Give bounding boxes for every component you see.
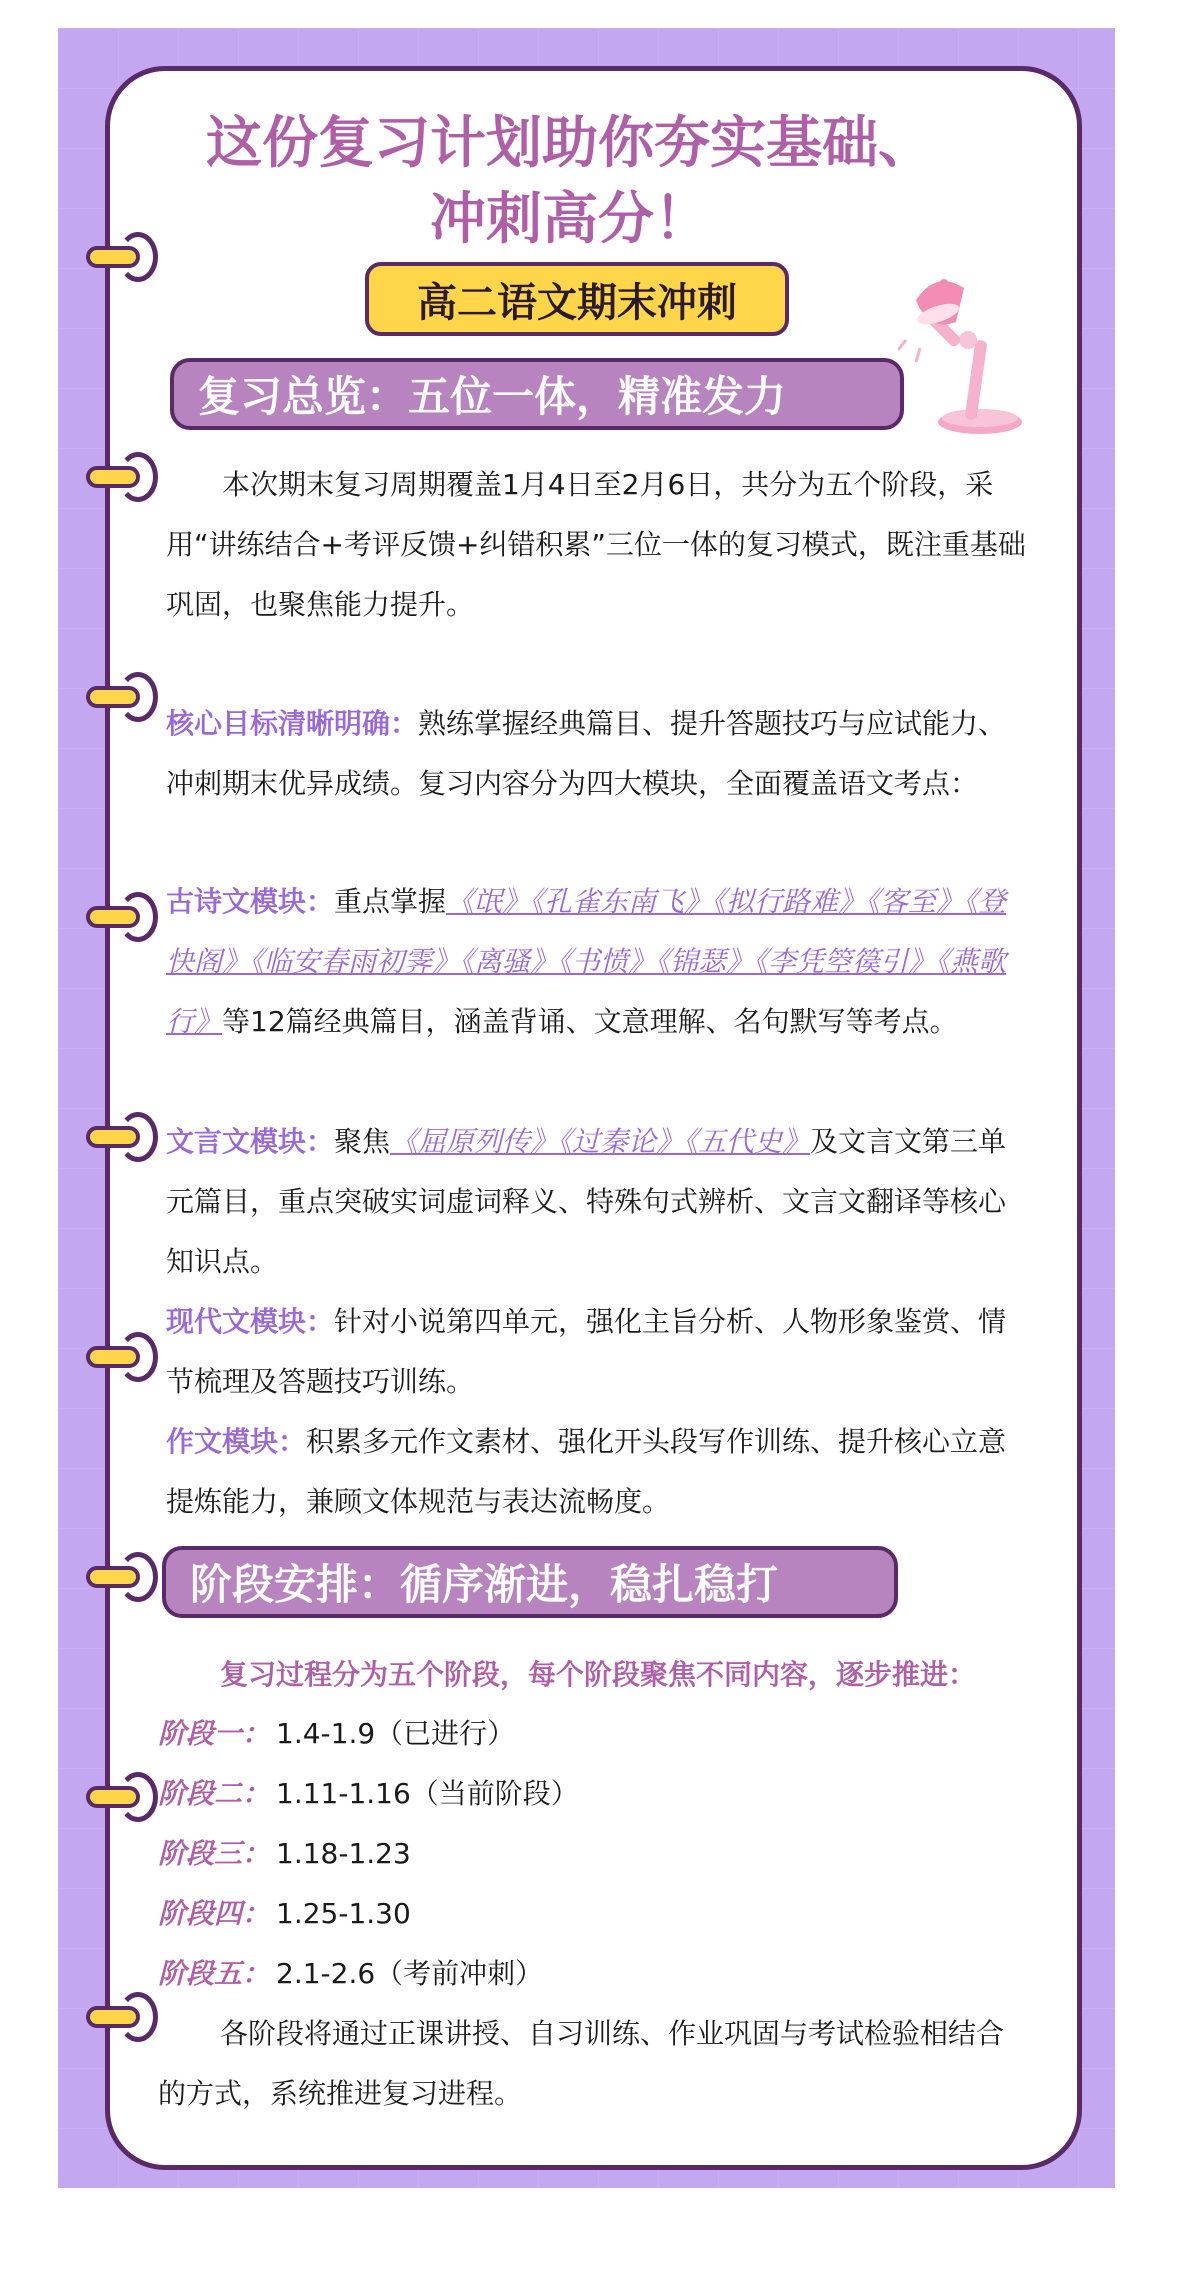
stage-label: 阶段五： bbox=[158, 1957, 271, 1990]
core-goal-label: 核心目标清晰明确： bbox=[166, 707, 419, 740]
stage-dates: 1.25-1.30 bbox=[276, 1897, 411, 1930]
core-goal-paragraph bbox=[166, 694, 1028, 814]
poetry-module-paragraph bbox=[166, 872, 1028, 1052]
modern-module-label: 现代文模块： bbox=[166, 1305, 335, 1338]
schedule-outro: 各阶段将通过正课讲授、自习训练、作业巩固与考试检验相结合的方式，系统推进复习进程。 bbox=[158, 2017, 1005, 2110]
poetry-module-post: 等12篇经典篇目，涵盖背诵、文意理解、名句默写等考点。 bbox=[222, 1005, 958, 1038]
classical-module-pre: 聚焦 bbox=[334, 1125, 391, 1158]
stage-label: 阶段四： bbox=[158, 1897, 271, 1930]
modern-module-paragraph bbox=[166, 1292, 1028, 1412]
essay-module-paragraph bbox=[166, 1412, 1028, 1532]
classical-module-paragraph bbox=[166, 1112, 1028, 1292]
stage-label: 阶段二： bbox=[158, 1777, 271, 1810]
poetry-module-label: 古诗文模块： bbox=[166, 885, 335, 918]
schedule-intro: 复习过程分为五个阶段，每个阶段聚焦不同内容，逐步推进： bbox=[220, 1658, 977, 1691]
stage-label: 阶段一： bbox=[158, 1717, 271, 1750]
binder-ring-icon bbox=[86, 1992, 164, 2042]
binder-ring-icon bbox=[86, 892, 164, 942]
binder-ring-icon bbox=[86, 1112, 164, 1162]
overview-intro: 本次期末复习周期覆盖1月4日至2月6日，共分为五个阶段，采用“讲练结合+考评反馈+纠错积累”三位一体的复习模式，既注重基础巩固，也聚焦能力提升。 bbox=[166, 468, 1026, 621]
stage-dates: 1.4-1.9（已进行） bbox=[276, 1717, 516, 1750]
essay-module-label: 作文模块： bbox=[166, 1425, 307, 1458]
title-line-1: 这份复习计划助你夯实基础、 bbox=[206, 111, 934, 176]
list-item bbox=[158, 1944, 1018, 2004]
list-item bbox=[158, 1824, 1018, 1884]
stage-dates: 1.18-1.23 bbox=[276, 1837, 411, 1870]
stage-dates: 2.1-2.6（考前冲刺） bbox=[276, 1957, 544, 1990]
subject-badge: 高二语文期末冲刺 bbox=[365, 262, 789, 336]
page-title bbox=[140, 106, 1000, 258]
stage-list bbox=[158, 1704, 1018, 2004]
title-line-2: 冲刺高分！ bbox=[430, 187, 710, 252]
poetry-titles-link[interactable]: 《氓》《孔雀东南飞》《拟行路难》《客至》《登快阁》《临安春雨初霁》《离骚》《书愤》《锦瑟》《李凭箜篌引》《燕歌行》 bbox=[166, 885, 1007, 1038]
classical-module-post: 及文言文第三单元篇目，重点突破实词虚词释义、特殊句式辨析、文言文翻译等核心知识点。 bbox=[166, 1125, 1007, 1278]
binder-ring-icon bbox=[86, 1552, 164, 1602]
core-goal-text: 熟练掌握经典篇目、提升答题技巧与应试能力、冲刺期末优异成绩。复习内容分为四大模块，全面覆盖语文考点： bbox=[166, 707, 1007, 800]
binder-ring-icon bbox=[86, 1772, 164, 1822]
overview-heading: 复习总览：五位一体，精准发力 bbox=[170, 358, 904, 430]
list-item bbox=[158, 1884, 1018, 1944]
binder-ring-icon bbox=[86, 672, 164, 722]
classical-titles-link[interactable]: 《屈原列传》《过秦论》《五代史》 bbox=[390, 1125, 811, 1158]
list-item bbox=[158, 1704, 1018, 1764]
schedule-heading: 阶段安排：循序渐进，稳扎稳打 bbox=[162, 1546, 898, 1618]
stage-label: 阶段三： bbox=[158, 1837, 271, 1870]
poetry-module-pre: 重点掌握 bbox=[334, 885, 447, 918]
modern-module-text: 针对小说第四单元，强化主旨分析、人物形象鉴赏、情节梳理及答题技巧训练。 bbox=[166, 1305, 1007, 1398]
essay-module-text: 积累多元作文素材、强化开头段写作训练、提升核心立意提炼能力，兼顾文体规范与表达流畅度。 bbox=[166, 1425, 1007, 1518]
desk-lamp-illustration bbox=[898, 270, 1038, 440]
binder-ring-icon bbox=[86, 452, 164, 502]
classical-module-label: 文言文模块： bbox=[166, 1125, 335, 1158]
list-item bbox=[158, 1764, 1018, 1824]
binder-ring-icon bbox=[86, 1332, 164, 1382]
stage-dates: 1.11-1.16（当前阶段） bbox=[276, 1777, 579, 1810]
